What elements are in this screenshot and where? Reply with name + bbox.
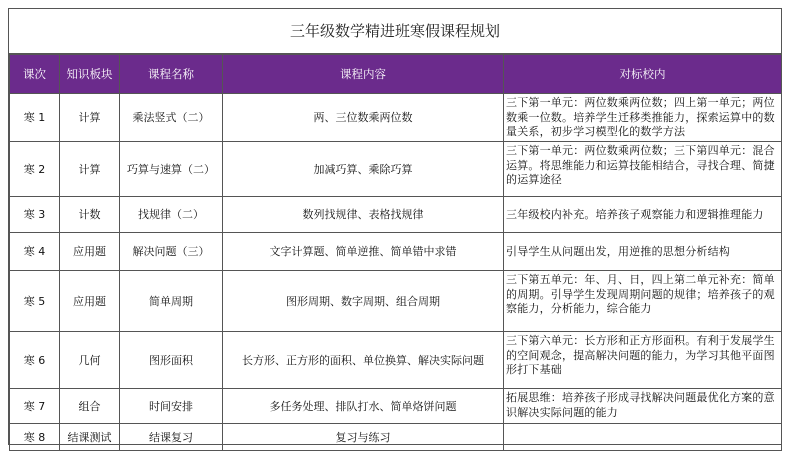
cell-course-name: 解决问题（三） [120, 233, 223, 271]
table-row [10, 271, 782, 332]
cell-school-alignment: 拓展思维：培养孩子形成寻找解决问题最优化方案的意识解决实际问题的能力 [504, 389, 782, 424]
table-row [10, 94, 782, 142]
cell-course-name: 乘法竖式（二） [120, 94, 223, 142]
cell-course-name: 巧算与速算（二） [120, 142, 223, 197]
cell-school-alignment [504, 424, 782, 451]
table-row [10, 424, 782, 451]
cell-module: 计数 [60, 197, 120, 233]
cell-module: 应用题 [60, 233, 120, 271]
table-row [10, 233, 782, 271]
cell-module: 几何 [60, 332, 120, 389]
cell-school-alignment: 三下第一单元：两位数乘两位数；四上第一单元；两位数乘一位数。培养学生迁移类推能力，探索运算中的数量关系，初步学习模型化的数学方法 [504, 94, 782, 142]
table-row [10, 389, 782, 424]
cell-course-content: 两、三位数乘两位数 [223, 94, 504, 142]
table-row [10, 332, 782, 389]
cell-school-alignment: 引导学生从问题出发，用逆推的思想分析结构 [504, 233, 782, 271]
cell-session: 寒 2 [10, 142, 60, 197]
course-plan-table [9, 54, 782, 451]
cell-course-name: 时间安排 [120, 389, 223, 424]
cell-course-name: 找规律（二） [120, 197, 223, 233]
cell-school-alignment: 三下第一单元：两位数乘两位数；三下第四单元：混合运算。将思维能力和运算技能相结合，寻找合理、简捷的运算途径 [504, 142, 782, 197]
cell-module: 组合 [60, 389, 120, 424]
header-row [10, 55, 782, 94]
course-plan-table-frame [8, 8, 782, 445]
cell-module: 计算 [60, 142, 120, 197]
cell-course-content: 多任务处理、排队打水、简单烙饼问题 [223, 389, 504, 424]
cell-school-alignment: 三年级校内补充。培养孩子观察能力和逻辑推理能力 [504, 197, 782, 233]
header-course-content: 课程内容 [223, 55, 504, 94]
header-session: 课次 [10, 55, 60, 94]
cell-course-content: 文字计算题、简单逆推、简单错中求错 [223, 233, 504, 271]
cell-session: 寒 1 [10, 94, 60, 142]
cell-course-content: 加减巧算、乘除巧算 [223, 142, 504, 197]
header-course-name: 课程名称 [120, 55, 223, 94]
cell-course-content: 长方形、正方形的面积、单位换算、解决实际问题 [223, 332, 504, 389]
cell-module: 应用题 [60, 271, 120, 332]
cell-session: 寒 5 [10, 271, 60, 332]
cell-course-name: 结课复习 [120, 424, 223, 451]
cell-module: 计算 [60, 94, 120, 142]
cell-course-content: 复习与练习 [223, 424, 504, 451]
cell-session: 寒 7 [10, 389, 60, 424]
cell-course-name: 简单周期 [120, 271, 223, 332]
cell-school-alignment: 三下第五单元：年、月、日，四上第二单元补充：简单的周期。引导学生发现周期问题的规律；培养孩子的观察能力，分析能力，综合能力 [504, 271, 782, 332]
header-school-alignment: 对标校内 [504, 55, 782, 94]
cell-session: 寒 4 [10, 233, 60, 271]
cell-course-content: 数列找规律、表格找规律 [223, 197, 504, 233]
table-row [10, 142, 782, 197]
cell-module: 结课测试 [60, 424, 120, 451]
cell-school-alignment: 三下第六单元：长方形和正方形面积。有利于发展学生的空间观念，提高解决问题的能力，为学习其他平面图形打下基础 [504, 332, 782, 389]
cell-course-name: 图形面积 [120, 332, 223, 389]
cell-session: 寒 8 [10, 424, 60, 451]
cell-course-content: 图形周期、数字周期、组合周期 [223, 271, 504, 332]
page-title: 三年级数学精进班寒假课程规划 [9, 9, 781, 54]
table-row [10, 197, 782, 233]
header-module: 知识板块 [60, 55, 120, 94]
cell-session: 寒 3 [10, 197, 60, 233]
cell-session: 寒 6 [10, 332, 60, 389]
